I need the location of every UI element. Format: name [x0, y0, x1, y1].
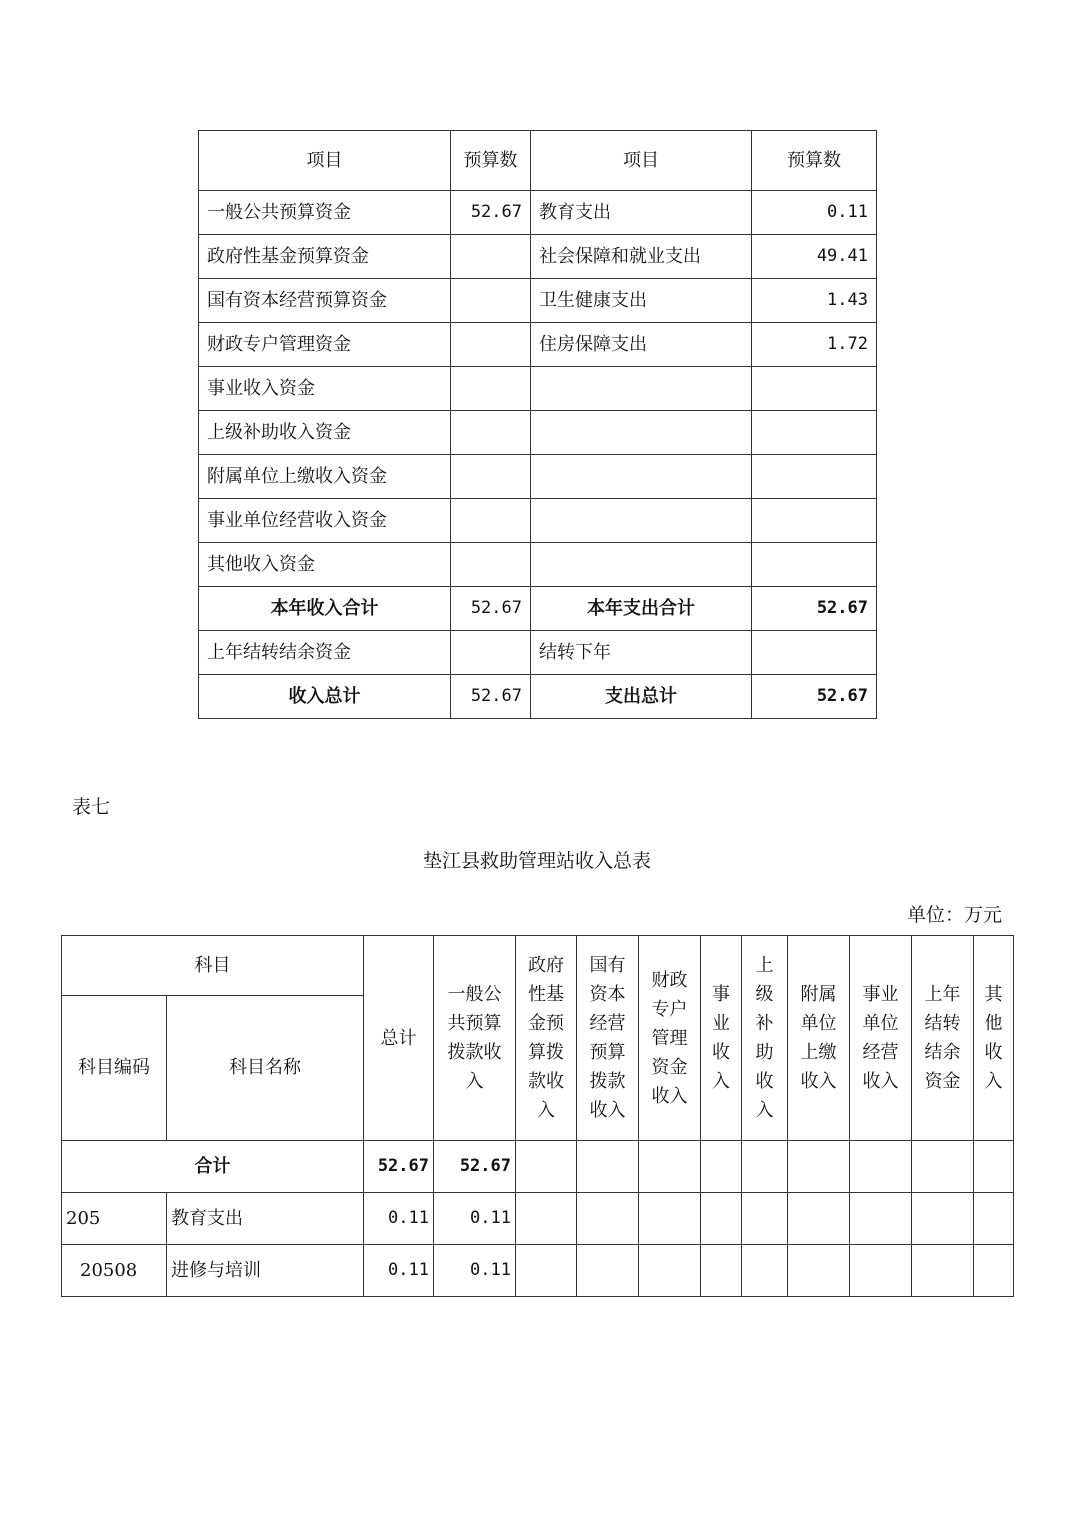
- income-amount: [451, 455, 531, 499]
- header-subject: 科目: [62, 936, 364, 996]
- expense-amount: 1.72: [752, 323, 877, 367]
- unit-label: 单位：万元: [906, 904, 1002, 926]
- total-label: 合计: [62, 1141, 364, 1193]
- income-item: 事业单位经营收入资金: [199, 499, 451, 543]
- expense-item: 教育支出: [531, 191, 752, 235]
- total-amount: 0.11: [364, 1245, 434, 1297]
- header-column: 上 级 补 助 收 入: [742, 936, 788, 1141]
- expense-item: 卫生健康支出: [531, 279, 752, 323]
- total-amount: 0.11: [364, 1193, 434, 1245]
- table-header-row: [62, 936, 1014, 996]
- expense-amount: 52.67: [752, 675, 877, 719]
- total-amount: 52.67: [364, 1141, 434, 1193]
- income-amount: [451, 367, 531, 411]
- subject-name: 教育支出: [167, 1193, 364, 1245]
- income-amount: [451, 279, 531, 323]
- expense-item: [531, 499, 752, 543]
- general-amount: 0.11: [434, 1245, 516, 1297]
- table-row: [199, 235, 877, 279]
- expense-item: 住房保障支出: [531, 323, 752, 367]
- income-amount: [451, 411, 531, 455]
- income-amount: 52.67: [451, 587, 531, 631]
- income-amount: 52.67: [451, 191, 531, 235]
- income-item: 上年结转结余资金: [199, 631, 451, 675]
- header-column: 事业 单位 经营 收入: [850, 936, 912, 1141]
- expense-amount: [752, 411, 877, 455]
- expense-amount: [752, 631, 877, 675]
- subject-code: 20508: [62, 1245, 167, 1297]
- subject-name: 进修与培训: [167, 1245, 364, 1297]
- table-row: [199, 411, 877, 455]
- income-amount: [451, 543, 531, 587]
- expense-amount: [752, 499, 877, 543]
- income-amount: [451, 631, 531, 675]
- expense-item: 支出总计: [531, 675, 752, 719]
- table-row: [199, 455, 877, 499]
- header-column: 事 业 收 入: [701, 936, 742, 1141]
- income-item: 一般公共预算资金: [199, 191, 451, 235]
- income-amount: [451, 323, 531, 367]
- header-column: 财政 专户 管理 资金 收入: [639, 936, 701, 1141]
- expense-amount: 0.11: [752, 191, 877, 235]
- table-row: [199, 191, 877, 235]
- expense-amount: [752, 455, 877, 499]
- expense-amount: 52.67: [752, 587, 877, 631]
- table-row: [199, 543, 877, 587]
- header-column: 附属 单位 上缴 收入: [788, 936, 850, 1141]
- header-column: 总计: [364, 936, 434, 1141]
- table-row: [62, 1193, 1014, 1245]
- income-item: 附属单位上缴收入资金: [199, 455, 451, 499]
- table-header-row: [199, 131, 877, 191]
- header-column: 一般公 共预算 拨款收 入: [434, 936, 516, 1141]
- table-row: [199, 279, 877, 323]
- table-row: [62, 1245, 1014, 1297]
- expense-item: [531, 543, 752, 587]
- income-amount: [451, 235, 531, 279]
- income-item: 其他收入资金: [199, 543, 451, 587]
- expense-item: 社会保障和就业支出: [531, 235, 752, 279]
- table-row: [199, 323, 877, 367]
- header-column: 国有 资本 经营 预算 拨款 收入: [577, 936, 639, 1141]
- expense-item: [531, 367, 752, 411]
- table-title: 垫江县救助管理站收入总表: [422, 850, 651, 872]
- expense-item: [531, 455, 752, 499]
- header-code: 科目编码: [62, 996, 167, 1141]
- expense-amount: 1.43: [752, 279, 877, 323]
- income-item: 国有资本经营预算资金: [199, 279, 451, 323]
- header-column: 上年 结转 结余 资金: [912, 936, 974, 1141]
- income-item: 政府性基金预算资金: [199, 235, 451, 279]
- expense-item: 结转下年: [531, 631, 752, 675]
- income-summary-table: [61, 935, 1014, 1297]
- income-item: 事业收入资金: [199, 367, 451, 411]
- header-column: 政府 性基 金预 算拨 款收 入: [516, 936, 577, 1141]
- header-column: 其 他 收 入: [974, 936, 1014, 1141]
- income-item: 财政专户管理资金: [199, 323, 451, 367]
- table-label: 表七: [72, 796, 111, 818]
- header-income-item: 项目: [199, 131, 451, 191]
- header-expense-item: 项目: [531, 131, 752, 191]
- income-amount: [451, 499, 531, 543]
- subject-code: 205: [62, 1193, 167, 1245]
- header-name: 科目名称: [167, 996, 364, 1141]
- table-row: [199, 499, 877, 543]
- expense-amount: 49.41: [752, 235, 877, 279]
- income-item: 本年收入合计: [199, 587, 451, 631]
- general-amount: 52.67: [434, 1141, 516, 1193]
- header-income-amount: 预算数: [451, 131, 531, 191]
- income-item: 收入总计: [199, 675, 451, 719]
- expense-amount: [752, 367, 877, 411]
- budget-summary-table: [198, 130, 877, 719]
- header-expense-amount: 预算数: [752, 131, 877, 191]
- table-row: [199, 367, 877, 411]
- subtotal-row: [199, 587, 877, 631]
- expense-item: [531, 411, 752, 455]
- expense-amount: [752, 543, 877, 587]
- income-amount: 52.67: [451, 675, 531, 719]
- table-row: [199, 631, 877, 675]
- expense-item: 本年支出合计: [531, 587, 752, 631]
- income-item: 上级补助收入资金: [199, 411, 451, 455]
- grand-total-row: [199, 675, 877, 719]
- total-row: [62, 1141, 1014, 1193]
- general-amount: 0.11: [434, 1193, 516, 1245]
